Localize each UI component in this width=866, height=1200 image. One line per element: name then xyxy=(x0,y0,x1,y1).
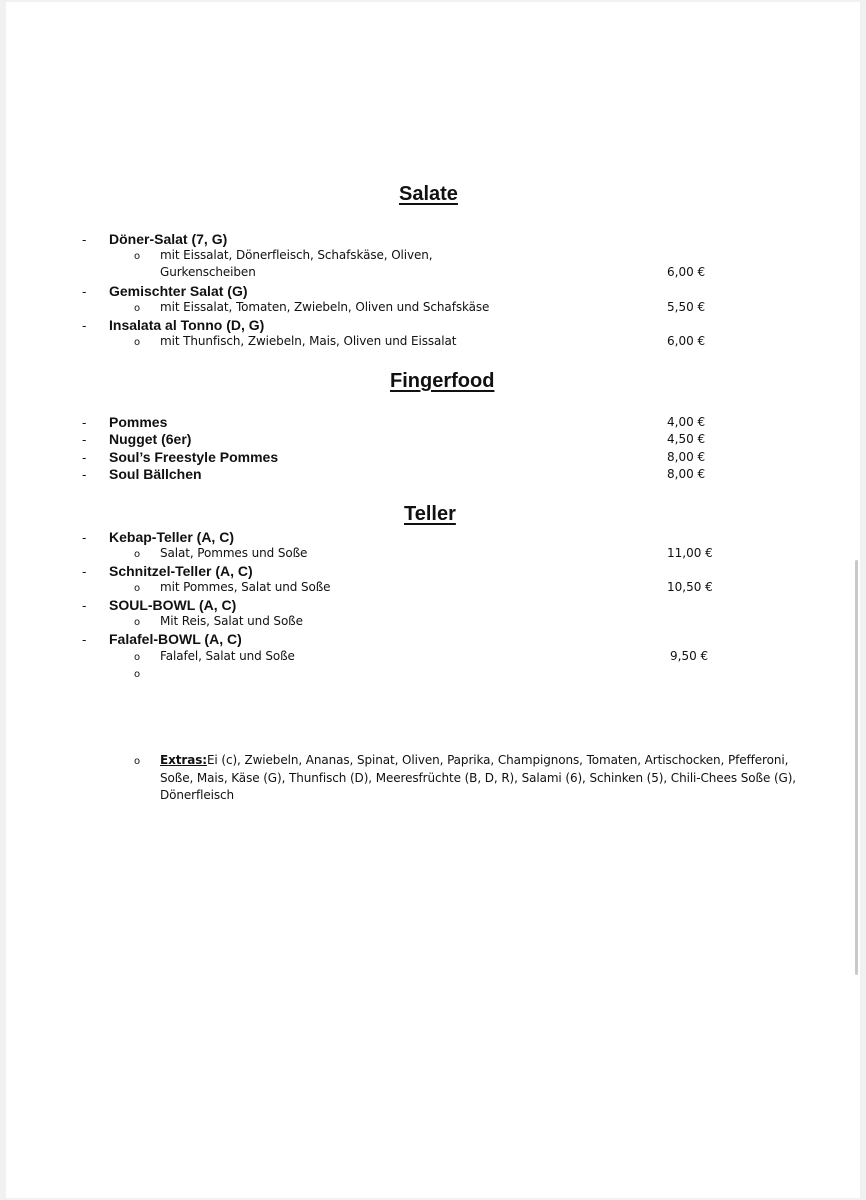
menu-item-price: 5,50 € xyxy=(667,300,706,314)
menu-item-name: Kebap-Teller (A, C) xyxy=(109,529,234,545)
menu-item-price: 8,00 € xyxy=(667,467,706,481)
extras-label: Extras: xyxy=(160,753,207,767)
menu-item-description: Salat, Pommes und Soße xyxy=(160,546,308,560)
menu-item-price: 11,00 € xyxy=(667,546,713,560)
menu-item-price: 8,00 € xyxy=(667,450,706,464)
scrollbar[interactable] xyxy=(855,560,858,975)
menu-item-price: 6,00 € xyxy=(667,334,706,348)
extras-text: Ei (c), Zwiebeln, Ananas, Spinat, Oliven, Paprika, Champignons, Tomaten, Artischocken, Pfefferoni, Soße, Mais, Käse (G), Thunfisch (D), Meeresfrüchte (B, D, R), Salami (6), Schinken (5), Chili-Chees Soße (G), Dönerfleisch xyxy=(160,753,797,802)
menu-item-price: 6,00 € xyxy=(667,265,706,279)
menu-item-name: SOUL-BOWL (A, C) xyxy=(109,597,237,613)
menu-item-price: 4,00 € xyxy=(667,415,706,429)
dash-marker: - xyxy=(82,284,87,299)
bullet-marker: o xyxy=(134,303,141,314)
menu-item-description: Mit Reis, Salat und Soße xyxy=(160,614,303,628)
menu-item-name: Nugget (6er) xyxy=(109,431,192,447)
section-title-salate: Salate xyxy=(399,183,458,205)
dash-marker: - xyxy=(82,450,87,465)
dash-marker: - xyxy=(82,632,87,647)
bullet-marker: o xyxy=(134,669,141,680)
dash-marker: - xyxy=(82,415,87,430)
dash-marker: - xyxy=(82,432,87,447)
bullet-marker: o xyxy=(134,652,141,663)
menu-item-price: 9,50 € xyxy=(670,649,709,663)
menu-item-name: Döner-Salat (7, G) xyxy=(109,231,228,247)
extras-note xyxy=(160,752,820,805)
dash-marker: - xyxy=(82,564,87,579)
menu-item-name: Insalata al Tonno (D, G) xyxy=(109,317,265,333)
bullet-marker: o xyxy=(134,583,141,594)
bullet-marker: o xyxy=(134,337,141,348)
section-title-teller: Teller xyxy=(404,503,456,525)
dash-marker: - xyxy=(82,530,87,545)
bullet-marker: o xyxy=(134,617,141,628)
dash-marker: - xyxy=(82,318,87,333)
bullet-marker: o xyxy=(134,756,141,767)
menu-item-price: 10,50 € xyxy=(667,580,713,594)
menu-item-description: mit Pommes, Salat und Soße xyxy=(160,580,331,594)
bullet-marker: o xyxy=(134,251,141,262)
bullet-marker: o xyxy=(134,549,141,560)
menu-item-description: mit Eissalat, Dönerfleisch, Schafskäse, Oliven, xyxy=(160,248,433,262)
menu-item-description: Falafel, Salat und Soße xyxy=(160,649,295,663)
menu-item-name: Soul’s Freestyle Pommes xyxy=(109,449,279,465)
menu-item-name: Schnitzel-Teller (A, C) xyxy=(109,563,253,579)
menu-item-description: mit Thunfisch, Zwiebeln, Mais, Oliven und Eissalat xyxy=(160,334,457,348)
dash-marker: - xyxy=(82,598,87,613)
menu-item-name: Falafel-BOWL (A, C) xyxy=(109,631,242,647)
section-title-fingerfood: Fingerfood xyxy=(390,370,495,392)
menu-item-name: Gemischter Salat (G) xyxy=(109,283,248,299)
menu-item-description: mit Eissalat, Tomaten, Zwiebeln, Oliven und Schafskäse xyxy=(160,300,490,314)
dash-marker: - xyxy=(82,467,87,482)
dash-marker: - xyxy=(82,232,87,247)
menu-item-name: Soul Bällchen xyxy=(109,466,202,482)
menu-item-price: 4,50 € xyxy=(667,432,706,446)
menu-item-description: Gurkenscheiben xyxy=(160,265,256,279)
menu-item-name: Pommes xyxy=(109,414,168,430)
